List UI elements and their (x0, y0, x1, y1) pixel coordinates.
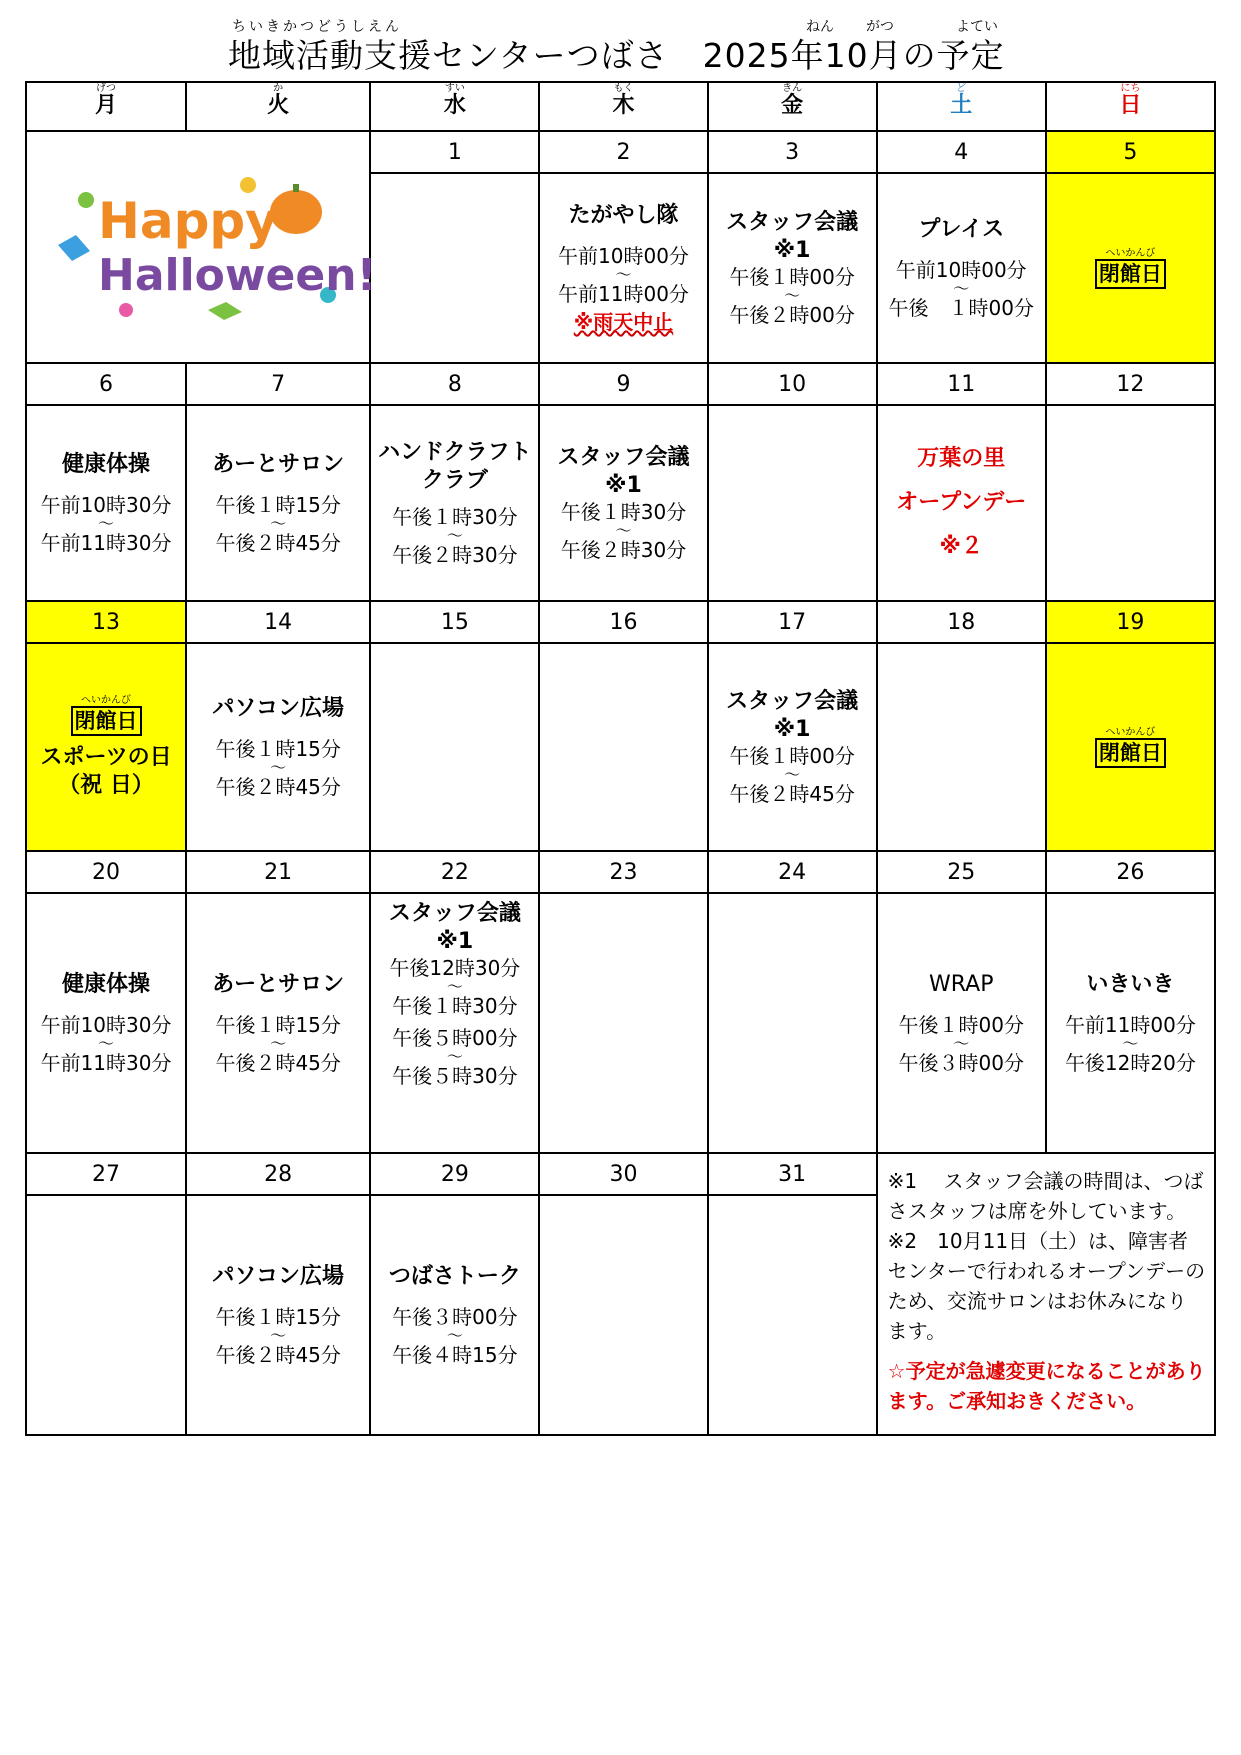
tilde: 〜 (270, 1326, 287, 1345)
day-cell-6 (26, 405, 186, 601)
event-title: あーとサロン (212, 452, 345, 477)
day-cell-26 (1046, 893, 1215, 1153)
closed-label: 閉館日 (71, 706, 142, 736)
event-title: WRAP (929, 972, 994, 997)
closed-label: 閉館日 (1095, 259, 1166, 289)
event-title: パソコン広場 (212, 696, 344, 721)
tilde: 〜 (446, 1047, 463, 1066)
event-mark: ※1 (773, 717, 811, 742)
event-time-start: 午後１時00分 (729, 265, 855, 289)
event-time-start: 午後１時15分 (215, 493, 341, 517)
day-number: 15 (370, 601, 539, 643)
day-cell-20 (26, 893, 186, 1153)
candy-dot (240, 177, 256, 193)
event-time-end-2: 午後５時30分 (392, 1064, 518, 1088)
tilde: 〜 (446, 1326, 463, 1345)
day-cell-21 (186, 893, 370, 1153)
day-cell-1 (370, 173, 539, 363)
halloween-text: Halloween! (98, 250, 377, 301)
event-time-end: 午後２時30分 (392, 543, 518, 567)
day-cell-30 (539, 1195, 707, 1435)
tilde: 〜 (615, 265, 632, 284)
day-number: 18 (877, 601, 1046, 643)
tilde: 〜 (1122, 1034, 1139, 1053)
event-time-start: 午前10時30分 (40, 1013, 172, 1037)
day-number: 19 (1046, 601, 1215, 643)
note-1: ※1 スタッフ会議の時間は、つばさスタッフは席を外しています。 (887, 1169, 1204, 1223)
happy-text: Happy (98, 192, 278, 250)
day-number: 9 (539, 363, 707, 405)
event-time-end: 午後１時30分 (392, 994, 518, 1018)
day-number: 4 (877, 131, 1046, 173)
event-title: パソコン広場 (212, 1264, 344, 1289)
candy-icon (58, 235, 90, 261)
event-time-end: 午前11時30分 (40, 531, 172, 555)
tilde: 〜 (270, 1034, 287, 1053)
event-title: プレイス (918, 217, 1005, 242)
closed-ruby: へいかんび (1105, 247, 1156, 259)
day-cell-7 (186, 405, 370, 601)
event-time-start-2: 午後５時00分 (392, 1026, 518, 1050)
day-number: 28 (186, 1153, 370, 1195)
tilde: 〜 (784, 286, 801, 305)
title-ruby-note: がつ (866, 19, 894, 35)
day-number: 22 (370, 851, 539, 893)
event-time-end: 午後２時45分 (215, 1051, 341, 1075)
day-cell-22 (370, 893, 539, 1153)
day-cell-3 (708, 173, 877, 363)
day-cell-29 (370, 1195, 539, 1435)
tilde: 〜 (953, 279, 970, 298)
event-mark: ※２ (939, 534, 983, 559)
event-time-start: 午後１時15分 (215, 1013, 341, 1037)
day-number: 13 (26, 601, 186, 643)
event-title: スタッフ会議 (557, 445, 690, 470)
calendar-grid (25, 81, 1216, 1436)
tilde: 〜 (98, 1034, 115, 1053)
halloween-illustration (26, 131, 377, 363)
day-cell-8 (370, 405, 539, 601)
event-time-start: 午前10時00分 (558, 244, 689, 268)
title-ruby: ちいきかつどうしえん (232, 19, 402, 35)
event-title: 健康体操 (62, 452, 151, 477)
event-time-start: 午後１時15分 (215, 1305, 341, 1329)
tilde: 〜 (615, 521, 632, 540)
day-number: 31 (708, 1153, 877, 1195)
notes-box (877, 1153, 1215, 1435)
event-time-end: 午前11時00分 (558, 282, 689, 306)
event-time-end: 午後２時30分 (560, 538, 687, 562)
day-cell-14 (186, 643, 370, 851)
event-title: スタッフ会議 (726, 210, 859, 235)
day-number: 8 (370, 363, 539, 405)
tilde: 〜 (953, 1034, 970, 1053)
tilde: 〜 (446, 526, 463, 545)
day-number: 11 (877, 363, 1046, 405)
day-cell-2 (539, 173, 707, 363)
event-time-start: 午前10時30分 (40, 493, 172, 517)
event-time-start: 午後１時00分 (898, 1013, 1024, 1037)
day-number: 25 (877, 851, 1046, 893)
weekday-sun: にち 日 (1046, 82, 1215, 131)
day-cell-17 (708, 643, 877, 851)
event-title: あーとサロン (212, 972, 345, 997)
day-cell-27 (26, 1195, 186, 1435)
tilde: 〜 (98, 514, 115, 533)
rain-cancel-note: ※雨天中止 (573, 310, 674, 334)
event-title: ハンドクラフト (378, 440, 532, 465)
day-cell-25 (877, 893, 1046, 1153)
event-time-end: 午後12時20分 (1064, 1051, 1196, 1075)
weekday-fri: きん 金 (708, 82, 877, 131)
event-time-end: 午後２時45分 (215, 531, 341, 555)
day-cell-31 (708, 1195, 877, 1435)
candy-icon (208, 302, 242, 320)
event-mark: ※1 (605, 473, 642, 498)
page-title: 地域活動支援センターつばさ 2025年10月の予定 (228, 36, 1005, 75)
candy-dot (119, 303, 133, 317)
weekday-wed: すい 水 (370, 82, 539, 131)
day-number: 23 (539, 851, 707, 893)
day-number: 21 (186, 851, 370, 893)
event-time-start: 午後３時00分 (392, 1305, 518, 1329)
day-number: 30 (539, 1153, 707, 1195)
day-number: 27 (26, 1153, 186, 1195)
event-time-start: 午後１時00分 (729, 744, 855, 768)
day-number: 12 (1046, 363, 1215, 405)
event-time-start: 午前10時00分 (895, 258, 1027, 282)
day-cell-24 (708, 893, 877, 1153)
weekday-header-row (26, 82, 1215, 131)
day-number: 7 (186, 363, 370, 405)
event-time-end: 午後２時45分 (215, 1343, 341, 1367)
event-title: たがやし隊 (568, 203, 679, 228)
day-cell-19 (1046, 643, 1215, 851)
event-time-end: 午後３時00分 (898, 1051, 1024, 1075)
day-number: 29 (370, 1153, 539, 1195)
event-time-end: 午後 １時00分 (888, 296, 1034, 320)
day-cell-28 (186, 1195, 370, 1435)
event-title: いきいき (1086, 972, 1175, 997)
event-time-start: 午後１時15分 (215, 737, 341, 761)
day-number: 6 (26, 363, 186, 405)
weekday-thu: もく 木 (539, 82, 707, 131)
note-2: ※2 10月11日（土）は、障害者センターで行われるオープンデーのため、交流サロンはお休みになります。 (887, 1229, 1206, 1343)
day-cell-10 (708, 405, 877, 601)
event-title: スタッフ会議 (726, 689, 859, 714)
day-number: 2 (539, 131, 707, 173)
event-time-start: 午後１時30分 (560, 500, 687, 524)
tilde: 〜 (270, 514, 287, 533)
pumpkin-icon (270, 190, 322, 234)
day-number: 3 (708, 131, 877, 173)
day-cell-15 (370, 643, 539, 851)
day-number: 20 (26, 851, 186, 893)
event-time-end: 午後２時45分 (215, 775, 341, 799)
holiday-note: （祝 日） (58, 772, 154, 798)
title-ruby-note: よてい (956, 19, 998, 35)
event-title: 万葉の里 (917, 446, 1006, 471)
holiday-name: スポーツの日 (40, 744, 172, 770)
day-number: 10 (708, 363, 877, 405)
day-cell-9 (539, 405, 707, 601)
day-cell-18 (877, 643, 1046, 851)
day-cell-16 (539, 643, 707, 851)
day-number: 1 (370, 131, 539, 173)
event-time-start: 午前11時00分 (1064, 1013, 1196, 1037)
event-time-end: 午後２時45分 (729, 782, 855, 806)
day-cell-5 (1046, 173, 1215, 363)
day-number: 14 (186, 601, 370, 643)
day-cell-13 (26, 643, 186, 851)
day-cell-4 (877, 173, 1046, 363)
candy-dot (78, 192, 94, 208)
event-time-start: 午後12時30分 (389, 956, 521, 980)
weekday-tue: か 火 (186, 82, 370, 131)
note-3: ☆予定が急遽変更になることがあります。ご承知おきください。 (887, 1359, 1206, 1413)
event-subtitle: オープンデー (896, 490, 1027, 515)
event-title: 健康体操 (62, 972, 151, 997)
day-number: 17 (708, 601, 877, 643)
day-number: 26 (1046, 851, 1215, 893)
title-ruby-note: ねん (806, 19, 834, 35)
weekday-sat: ど 土 (877, 82, 1046, 131)
halloween-art (48, 160, 377, 330)
tilde: 〜 (784, 765, 801, 784)
weekday-mon: げつ 月 (26, 82, 186, 131)
event-title: つばさトーク (388, 1264, 521, 1289)
event-time-end: 午後４時15分 (392, 1343, 518, 1367)
closed-label: 閉館日 (1095, 738, 1166, 768)
event-time-end: 午前11時30分 (40, 1051, 172, 1075)
day-cell-11 (877, 405, 1046, 601)
event-time-end: 午後２時00分 (729, 303, 855, 327)
event-time-start: 午後１時30分 (392, 505, 518, 529)
day-cell-12 (1046, 405, 1215, 601)
closed-ruby: へいかんび (81, 694, 132, 706)
tilde: 〜 (446, 977, 463, 996)
day-number: 16 (539, 601, 707, 643)
event-title: スタッフ会議 (388, 901, 521, 926)
day-cell-23 (539, 893, 707, 1153)
event-mark: ※1 (773, 238, 811, 263)
day-number: 24 (708, 851, 877, 893)
tilde: 〜 (270, 758, 287, 777)
event-mark: ※1 (436, 929, 474, 954)
event-title: クラブ (421, 468, 488, 493)
closed-ruby: へいかんび (1105, 726, 1156, 738)
day-number: 5 (1046, 131, 1215, 173)
